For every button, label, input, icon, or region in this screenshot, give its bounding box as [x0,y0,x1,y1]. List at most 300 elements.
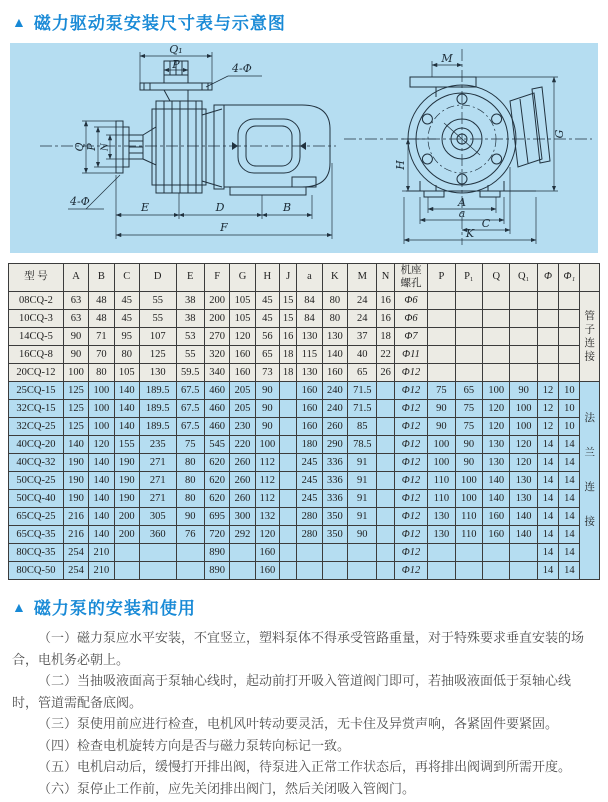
dim-label-g: G [553,129,566,139]
dimension-cell: Φ12 [394,562,428,580]
dimension-cell: 125 [63,400,88,418]
dimension-cell [428,562,455,580]
dimension-cell [559,310,580,328]
dimension-cell: 200 [114,508,139,526]
dimension-cell: 620 [204,490,229,508]
dimension-cell: 14 [537,436,558,454]
dimension-cell [280,436,297,454]
dimension-cell: 100 [428,454,455,472]
dimension-cell [280,400,297,418]
dimension-cell: 205 [230,400,255,418]
dimension-cell: 120 [255,526,279,544]
dimension-cell [483,364,510,382]
dimension-cell: 14 [559,508,580,526]
dimension-cell: 140 [322,346,347,364]
dimension-cell: 90 [428,418,455,436]
dimension-cell [455,364,482,382]
model-cell: 50CQ-40 [9,490,64,508]
table-header-row [9,264,600,292]
dimension-cell: 189.5 [139,382,176,400]
pump-side-view-diagram [10,43,340,253]
dimension-cell: 63 [63,310,88,328]
dimension-cell: 160 [322,364,347,382]
dimension-cell: 100 [255,436,279,454]
dimension-cell: 90 [63,346,88,364]
dimension-cell: 73 [255,364,279,382]
dimension-cell: 350 [322,508,347,526]
dimension-cell: 125 [139,346,176,364]
dimension-cell [537,364,558,382]
dimension-cell: 67.5 [176,400,204,418]
dimension-cell: Φ12 [394,400,428,418]
dimension-cell: 220 [230,436,255,454]
dimension-cell [428,544,455,562]
dimension-cell: 160 [297,418,322,436]
dimension-cell: 460 [204,400,229,418]
dimension-cell [176,562,204,580]
dimension-cell [377,562,394,580]
dimension-cell: 45 [114,292,139,310]
dimension-cell [176,544,204,562]
dimension-cell [483,292,510,310]
dimension-cell: 460 [204,418,229,436]
dimension-cell: 205 [230,382,255,400]
dimension-cell: 14 [537,508,558,526]
instruction-paragraph: （三）泵使用前应进行检查，电机风叶转动要灵活，无卡住及异赏声响，各紧固件要紧固。 [38,716,559,732]
dim-label-p-left: P [85,143,98,151]
dimension-cell: 18 [280,364,297,382]
dimension-cell [322,544,347,562]
dimension-cell: 271 [139,454,176,472]
dimension-cell: 26 [377,364,394,382]
dimension-cell: 16 [280,328,297,346]
dimension-cell: 100 [455,472,482,490]
dimension-cell: 140 [114,382,139,400]
dimension-cell [537,346,558,364]
dimension-cell: 90 [176,508,204,526]
dimension-cell: 38 [176,292,204,310]
dimension-cell: 90 [455,454,482,472]
dimension-cell: Φ12 [394,436,428,454]
column-header: Q [483,264,510,292]
connection-type-cell: 法兰连接 [580,382,600,580]
dimension-cell [348,544,377,562]
dimension-cell: 245 [297,454,322,472]
dimension-cell: 95 [114,328,139,346]
dimension-cell: 130 [139,364,176,382]
dimension-cell [297,544,322,562]
dimension-cell: 890 [204,544,229,562]
dimension-cell: 112 [255,472,279,490]
dimension-cell [559,346,580,364]
dim-label-d: D [215,201,225,214]
column-header: G [230,264,255,292]
dimension-cell: 100 [89,382,114,400]
dimension-cell: 71.5 [348,382,377,400]
dimension-cell: 14 [537,472,558,490]
dimension-cell: 110 [455,526,482,544]
dimension-cell: 55 [139,310,176,328]
dimension-cell: 100 [89,400,114,418]
dimension-cell [230,544,255,562]
column-header: F [204,264,229,292]
dimension-cell: 260 [230,490,255,508]
dimension-cell: 14 [559,526,580,544]
dimension-cell: 240 [322,400,347,418]
dimension-cell: 120 [483,418,510,436]
table-row [9,400,600,418]
dimension-cell: Φ12 [394,544,428,562]
dimension-cell [377,526,394,544]
dimension-cell: 160 [297,400,322,418]
dimension-cell: 90 [255,382,279,400]
dimension-cell [297,562,322,580]
dimension-cell [280,382,297,400]
section-title-installation: 磁力泵的安装和使用 [33,599,196,618]
dimension-cell: 75 [455,400,482,418]
dimension-cell [377,544,394,562]
page-root [0,9,608,802]
dimension-cell: 59.5 [176,364,204,382]
dimension-cell: 260 [322,418,347,436]
dimension-cell: 160 [230,364,255,382]
dimension-cell: 22 [377,346,394,364]
dimension-cell [377,436,394,454]
table-row [9,364,600,382]
dimension-cell: 80 [89,364,114,382]
dimension-cell: Φ12 [394,364,428,382]
dimension-cell [280,490,297,508]
dimension-cell: 112 [255,454,279,472]
dimension-cell [455,346,482,364]
dimension-cell [114,544,139,562]
dimension-cell [455,292,482,310]
dimension-cell: Φ12 [394,490,428,508]
dimension-cell: 190 [114,454,139,472]
column-header: N [377,264,394,292]
dim-label-b: B [282,201,292,214]
dimension-cell: 125 [63,382,88,400]
model-cell: 10CQ-3 [9,310,64,328]
dimension-cell: 40 [348,346,377,364]
model-cell: 08CQ-2 [9,292,64,310]
table-row [9,292,600,310]
dimension-cell: 107 [139,328,176,346]
dimension-cell: 620 [204,454,229,472]
triangle-marker-icon: ▲ [12,13,27,30]
dimension-cell: 10 [559,400,580,418]
dimension-cell: 120 [510,454,537,472]
dimension-cell: 14 [537,544,558,562]
column-header: Φ₁ [559,264,580,292]
dimension-cell: Φ12 [394,472,428,490]
dim-label-a-lower: a [458,207,466,220]
dimension-cell: 65 [455,382,482,400]
dimension-cell: 180 [297,436,322,454]
dim-label-e: E [140,201,150,214]
dimension-cell [455,562,482,580]
dimension-cell [428,346,455,364]
column-header: a [297,264,322,292]
dimension-cell: 76 [176,526,204,544]
dimension-cell: 110 [455,508,482,526]
dimension-cell: 120 [230,328,255,346]
dimension-cell: 190 [114,472,139,490]
section-header-dimensions [12,9,608,34]
dimension-cell: 260 [230,472,255,490]
dimension-cell: 75 [176,436,204,454]
dimension-cell: 18 [377,328,394,346]
dimension-cell: 75 [455,418,482,436]
model-cell: 65CQ-25 [9,508,64,526]
bolt-callout-bottom: 4-Φ [70,195,90,208]
dimension-cell: 340 [204,364,229,382]
column-header: B [89,264,114,292]
dimension-cell [377,382,394,400]
dimension-cell [377,400,394,418]
dimension-cell: 125 [63,418,88,436]
dimension-cell: 140 [89,472,114,490]
dimension-cell: 12 [537,382,558,400]
dimension-cell: 545 [204,436,229,454]
column-header: 型 号 [9,264,64,292]
dimension-cell: 100 [63,364,88,382]
dimension-cell [483,310,510,328]
dimension-cell: 271 [139,490,176,508]
dim-label-f: F [220,221,228,234]
dimension-cell: 14 [559,562,580,580]
dim-label-n: N [100,143,111,151]
dimension-cell [428,292,455,310]
column-header: J [280,264,297,292]
dim-label-h: H [394,160,407,170]
dimension-cell: 78.5 [348,436,377,454]
dimension-cell: 24 [348,310,377,328]
dimension-cell: Φ12 [394,454,428,472]
dimension-cell: 90 [255,400,279,418]
dimension-cell: 200 [204,310,229,328]
dimension-cell: 300 [230,508,255,526]
dimension-cell [377,418,394,436]
column-header: A [63,264,88,292]
dimension-cell: 336 [322,472,347,490]
dimension-cell: 90 [455,436,482,454]
dimension-cell: 130 [322,328,347,346]
dimension-cell: 91 [348,490,377,508]
dimension-cell: 305 [139,508,176,526]
dimension-cell: 115 [297,346,322,364]
dimension-cell: 140 [114,418,139,436]
table-row [9,526,600,544]
dimension-cell [559,292,580,310]
dimension-cell: 15 [280,292,297,310]
model-cell: 50CQ-25 [9,472,64,490]
dimension-cell [280,544,297,562]
dimension-cell: Φ12 [394,526,428,544]
model-cell: 40CQ-32 [9,454,64,472]
installation-instructions [12,627,594,800]
dimension-cell: 55 [139,292,176,310]
dimension-cell: 56 [255,328,279,346]
instruction-paragraph: （五）电机启动后，缓慢打开排出阀，待泵进入正常工作状态后，再将排出阀调到所需开度。 [38,759,572,775]
dimension-cell: 240 [322,382,347,400]
dimension-cell: 140 [483,490,510,508]
dimension-cell: 336 [322,490,347,508]
dimension-cell: 360 [139,526,176,544]
dimension-cell [280,418,297,436]
dimension-cell [428,310,455,328]
pump-front-view-diagram [340,43,598,253]
dimension-cell: 132 [255,508,279,526]
dimension-cell: 14 [537,526,558,544]
dimension-cell: 14 [559,490,580,508]
column-header: E [176,264,204,292]
dimension-cell: 350 [322,526,347,544]
dimension-cell: 45 [255,310,279,328]
dimension-cell: 14 [559,454,580,472]
dimension-cell: 12 [537,418,558,436]
dimension-cell: 84 [297,310,322,328]
dimension-cell [483,328,510,346]
dim-label-q1: Q₁ [169,43,183,56]
dimension-cell [455,544,482,562]
dimension-cell: 130 [428,508,455,526]
dim-label-q: Q [73,142,86,152]
table-row [9,490,600,508]
connection-type-header [580,264,600,292]
dimension-cell: 12 [537,400,558,418]
dimension-cell: Φ12 [394,382,428,400]
dimension-cell: 120 [89,436,114,454]
dim-label-m: M [441,52,453,65]
column-header: D [139,264,176,292]
dimension-cell [537,292,558,310]
dimension-cell: 14 [559,436,580,454]
dimension-cell: 235 [139,436,176,454]
connection-type-cell: 管子连接 [580,292,600,382]
dimension-cell: 85 [348,418,377,436]
dimension-cell: 140 [510,508,537,526]
model-cell: 16CQ-8 [9,346,64,364]
dimension-cell: 38 [176,310,204,328]
dimension-cell: 130 [483,454,510,472]
dimension-cell: 55 [176,346,204,364]
dimension-cell: 91 [348,472,377,490]
dimension-cell: 112 [255,490,279,508]
dimension-cell: 280 [297,508,322,526]
dimension-cell: 190 [63,472,88,490]
dimension-cell [510,364,537,382]
dimension-cell: 14 [537,562,558,580]
section-header-installation [12,594,608,619]
dimension-cell: 48 [89,310,114,328]
dimension-cell: 24 [348,292,377,310]
dimension-cell: 14 [559,472,580,490]
dimension-cell: 100 [428,436,455,454]
dimension-cell: 100 [483,382,510,400]
table-row [9,418,600,436]
dim-label-k: K [465,227,475,240]
table-row [9,562,600,580]
dimension-cell: 160 [255,544,279,562]
bolt-callout-top: 4-Φ [232,62,252,75]
dimension-cell: 80 [176,454,204,472]
dimension-cell: 292 [230,526,255,544]
dimension-cell: 10 [559,418,580,436]
column-header: M [348,264,377,292]
dimension-cell: Φ7 [394,328,428,346]
column-header: Φ [537,264,558,292]
dimension-cell: 254 [63,544,88,562]
dimension-cell: 160 [483,508,510,526]
dimension-cell: 80 [322,310,347,328]
dimension-cell: 190 [114,490,139,508]
dimension-cell [280,562,297,580]
dimension-cell: 100 [510,400,537,418]
dimension-cell: 720 [204,526,229,544]
model-cell: 25CQ-15 [9,382,64,400]
dimension-cell: 189.5 [139,400,176,418]
dimension-cell: 130 [297,364,322,382]
dimension-cell: 120 [510,436,537,454]
dimension-cell: 160 [483,526,510,544]
dimension-cell: Φ6 [394,310,428,328]
dimension-cell: 620 [204,472,229,490]
dim-label-a-upper: A [458,196,466,209]
dimension-cell: 260 [230,454,255,472]
instruction-paragraph: （六）泵停止工作前，应先关闭排出阀门，然后关闭吸入管阀门。 [38,781,416,797]
dimension-cell: 14 [537,454,558,472]
dimension-cell: 120 [483,400,510,418]
instruction-paragraph: （二）当抽吸液面高于泵轴心线时，起动前打开吸入管道阀门即可，若抽吸液面低于泵轴心线时，管道需配备底阀。 [12,673,572,710]
dimension-cell [377,454,394,472]
dimension-cell: 200 [114,526,139,544]
dimension-cell [510,292,537,310]
model-cell: 65CQ-35 [9,526,64,544]
dimension-cell: 90 [510,382,537,400]
dimension-cell [455,328,482,346]
dimension-cell [114,562,139,580]
dimension-cell: 10 [559,382,580,400]
dimension-cell: 254 [63,562,88,580]
dimension-cell: 67.5 [176,418,204,436]
dimension-cell: 216 [63,508,88,526]
table-row [9,382,600,400]
dimension-cell [510,310,537,328]
model-cell: 32CQ-25 [9,418,64,436]
dimension-cell: 65 [348,364,377,382]
dimension-cell: 75 [428,382,455,400]
instruction-paragraph: （一）磁力泵应水平安装，不宜竖立，塑料泵体不得承受管路重量，对于特殊要求垂直安装的场合，电机务必朝上。 [12,630,585,667]
dimension-cell: 80 [176,490,204,508]
column-header: P [428,264,455,292]
dimension-cell: 245 [297,472,322,490]
dimension-cell: 270 [204,328,229,346]
dimension-cell: 230 [230,418,255,436]
model-cell: 14CQ-5 [9,328,64,346]
dimension-cell [377,490,394,508]
dimension-cell [139,544,176,562]
dimension-cell: 105 [230,292,255,310]
dimension-cell [510,328,537,346]
dimension-cell: 48 [89,292,114,310]
instruction-paragraph: （四）检查电机旋转方向是否与磁力泵转向标记一致。 [38,737,351,753]
dimension-cell [139,562,176,580]
dimension-cell: 105 [114,364,139,382]
dimension-cell: 63 [63,292,88,310]
column-header: K [322,264,347,292]
dimension-cell: 140 [510,526,537,544]
